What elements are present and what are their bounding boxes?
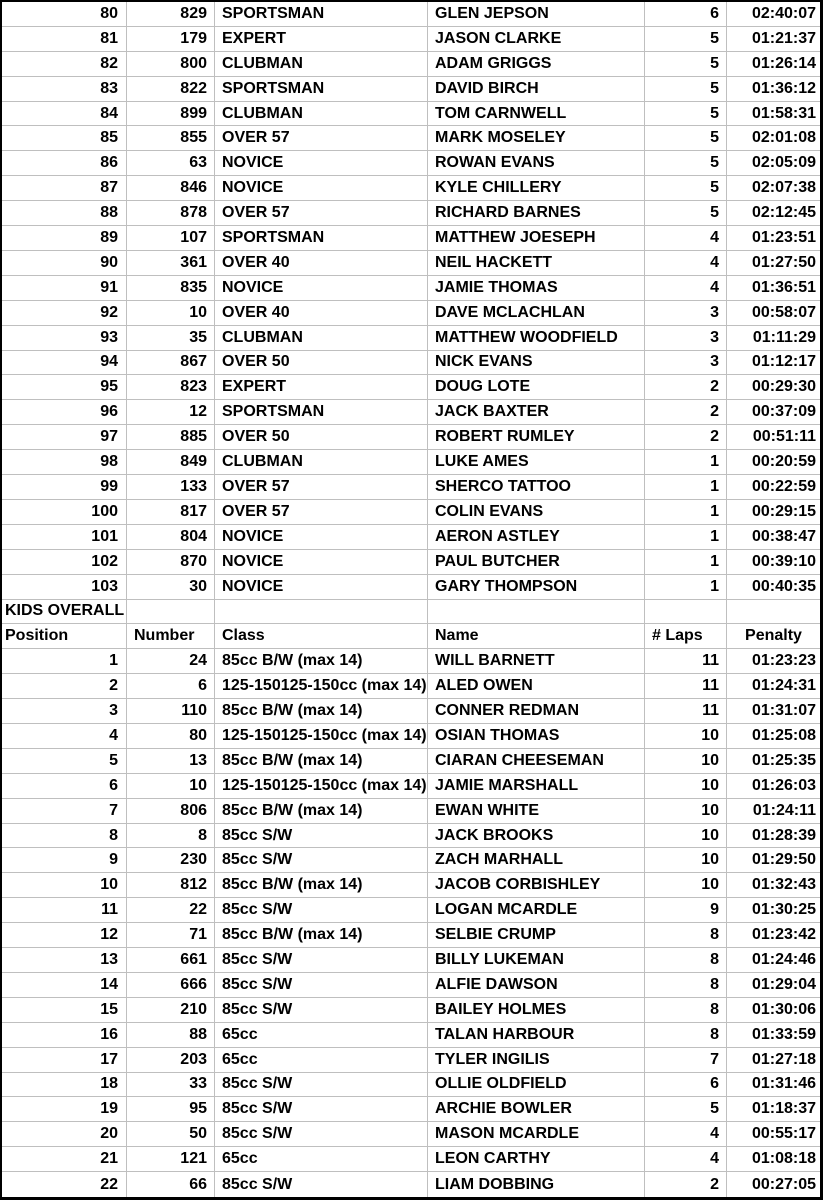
cell-position[interactable]: 89 [2, 226, 127, 251]
cell-class[interactable]: 85cc S/W [215, 973, 428, 998]
cell-laps[interactable]: 10 [645, 724, 727, 749]
cell-penalty[interactable]: 01:26:03 [727, 774, 820, 799]
cell-position[interactable]: 21 [2, 1147, 127, 1172]
cell-number[interactable]: 823 [127, 375, 215, 400]
cell-penalty[interactable]: 00:27:05 [727, 1172, 820, 1197]
cell-number[interactable]: 822 [127, 77, 215, 102]
cell-name[interactable]: MATTHEW JOESEPH [428, 226, 645, 251]
cell-number[interactable]: 12 [127, 400, 215, 425]
cell-class[interactable]: SPORTSMAN [215, 400, 428, 425]
cell-penalty[interactable]: 01:24:11 [727, 799, 820, 824]
cell-class[interactable]: 65cc [215, 1147, 428, 1172]
cell-class[interactable]: CLUBMAN [215, 52, 428, 77]
cell-number[interactable]: 22 [127, 898, 215, 923]
cell-laps[interactable]: 2 [645, 1172, 727, 1197]
cell-number[interactable]: 13 [127, 749, 215, 774]
cell-name[interactable]: JAMIE THOMAS [428, 276, 645, 301]
cell-position[interactable]: 87 [2, 176, 127, 201]
cell-position[interactable]: 12 [2, 923, 127, 948]
cell-number[interactable]: 88 [127, 1023, 215, 1048]
cell-class[interactable]: NOVICE [215, 276, 428, 301]
cell-name[interactable]: MARK MOSELEY [428, 126, 645, 151]
empty-cell[interactable] [428, 600, 645, 625]
empty-cell[interactable] [645, 600, 727, 625]
cell-name[interactable]: GARY THOMPSON [428, 575, 645, 600]
cell-penalty[interactable]: 00:22:59 [727, 475, 820, 500]
cell-number[interactable]: 812 [127, 873, 215, 898]
cell-penalty[interactable]: 00:38:47 [727, 525, 820, 550]
cell-class[interactable]: 85cc B/W (max 14) [215, 699, 428, 724]
cell-position[interactable]: 98 [2, 450, 127, 475]
cell-number[interactable]: 203 [127, 1048, 215, 1073]
cell-position[interactable]: 81 [2, 27, 127, 52]
cell-laps[interactable]: 11 [645, 649, 727, 674]
results-grid [2, 2, 820, 1197]
cell-laps[interactable]: 5 [645, 52, 727, 77]
cell-penalty[interactable]: 01:31:46 [727, 1073, 820, 1098]
cell-penalty[interactable]: 00:40:35 [727, 575, 820, 600]
cell-penalty[interactable]: 01:11:29 [727, 326, 820, 351]
cell-class[interactable]: OVER 57 [215, 126, 428, 151]
cell-laps[interactable]: 3 [645, 326, 727, 351]
cell-laps[interactable]: 3 [645, 301, 727, 326]
cell-name[interactable]: PAUL BUTCHER [428, 550, 645, 575]
cell-name[interactable]: LIAM DOBBING [428, 1172, 645, 1197]
cell-position[interactable]: 83 [2, 77, 127, 102]
cell-class[interactable]: 85cc S/W [215, 824, 428, 849]
cell-number[interactable]: 35 [127, 326, 215, 351]
cell-class[interactable]: 85cc B/W (max 14) [215, 799, 428, 824]
cell-penalty[interactable]: 01:30:25 [727, 898, 820, 923]
cell-laps[interactable]: 9 [645, 898, 727, 923]
cell-number[interactable]: 806 [127, 799, 215, 824]
cell-laps[interactable]: 5 [645, 1097, 727, 1122]
cell-number[interactable]: 66 [127, 1172, 215, 1197]
cell-name[interactable]: SHERCO TATTOO [428, 475, 645, 500]
cell-laps[interactable]: 5 [645, 102, 727, 127]
cell-name[interactable]: LUKE AMES [428, 450, 645, 475]
cell-name[interactable]: KYLE CHILLERY [428, 176, 645, 201]
cell-penalty[interactable]: 01:36:12 [727, 77, 820, 102]
cell-name[interactable]: OLLIE OLDFIELD [428, 1073, 645, 1098]
cell-number[interactable]: 878 [127, 201, 215, 226]
cell-name[interactable]: DOUG LOTE [428, 375, 645, 400]
cell-laps[interactable]: 1 [645, 575, 727, 600]
cell-position[interactable]: 5 [2, 749, 127, 774]
cell-laps[interactable]: 10 [645, 749, 727, 774]
cell-class[interactable]: 125-150125-150cc (max 14) [215, 724, 428, 749]
cell-number[interactable]: 846 [127, 176, 215, 201]
cell-class[interactable]: OVER 57 [215, 201, 428, 226]
cell-position[interactable]: 3 [2, 699, 127, 724]
cell-number[interactable]: 24 [127, 649, 215, 674]
cell-number[interactable]: 80 [127, 724, 215, 749]
cell-laps[interactable]: 10 [645, 848, 727, 873]
cell-name[interactable]: GLEN JEPSON [428, 2, 645, 27]
cell-position[interactable]: 97 [2, 425, 127, 450]
cell-class[interactable]: NOVICE [215, 151, 428, 176]
cell-name[interactable]: CONNER REDMAN [428, 699, 645, 724]
cell-name[interactable]: BAILEY HOLMES [428, 998, 645, 1023]
cell-position[interactable]: 15 [2, 998, 127, 1023]
cell-number[interactable]: 849 [127, 450, 215, 475]
cell-class[interactable]: 125-150125-150cc (max 14) [215, 774, 428, 799]
cell-position[interactable]: 82 [2, 52, 127, 77]
cell-class[interactable]: CLUBMAN [215, 450, 428, 475]
cell-name[interactable]: TYLER INGILIS [428, 1048, 645, 1073]
cell-name[interactable]: CIARAN CHEESEMAN [428, 749, 645, 774]
cell-laps[interactable]: 7 [645, 1048, 727, 1073]
cell-position[interactable]: 19 [2, 1097, 127, 1122]
cell-number[interactable]: 71 [127, 923, 215, 948]
cell-laps[interactable]: 4 [645, 251, 727, 276]
cell-class[interactable]: 85cc S/W [215, 848, 428, 873]
cell-penalty[interactable]: 01:23:42 [727, 923, 820, 948]
cell-class[interactable]: 85cc B/W (max 14) [215, 749, 428, 774]
cell-name[interactable]: MASON MCARDLE [428, 1122, 645, 1147]
cell-penalty[interactable]: 00:29:15 [727, 500, 820, 525]
cell-penalty[interactable]: 01:24:46 [727, 948, 820, 973]
cell-class[interactable]: 85cc B/W (max 14) [215, 649, 428, 674]
header-cell-laps[interactable]: # Laps [645, 624, 727, 649]
cell-name[interactable]: ALED OWEN [428, 674, 645, 699]
cell-class[interactable]: 85cc S/W [215, 1172, 428, 1197]
cell-penalty[interactable]: 01:30:06 [727, 998, 820, 1023]
cell-laps[interactable]: 2 [645, 375, 727, 400]
cell-position[interactable]: 14 [2, 973, 127, 998]
cell-laps[interactable]: 6 [645, 2, 727, 27]
cell-laps[interactable]: 2 [645, 400, 727, 425]
cell-position[interactable]: 6 [2, 774, 127, 799]
cell-class[interactable]: SPORTSMAN [215, 2, 428, 27]
cell-position[interactable]: 20 [2, 1122, 127, 1147]
empty-cell[interactable] [727, 600, 820, 625]
header-cell-penalty[interactable]: Penalty [727, 624, 820, 649]
cell-class[interactable]: OVER 50 [215, 425, 428, 450]
cell-position[interactable]: 16 [2, 1023, 127, 1048]
cell-name[interactable]: LEON CARTHY [428, 1147, 645, 1172]
cell-class[interactable]: 85cc S/W [215, 1073, 428, 1098]
cell-penalty[interactable]: 01:32:43 [727, 873, 820, 898]
cell-name[interactable]: NICK EVANS [428, 351, 645, 376]
cell-laps[interactable]: 2 [645, 425, 727, 450]
cell-position[interactable]: 4 [2, 724, 127, 749]
cell-penalty[interactable]: 01:27:18 [727, 1048, 820, 1073]
cell-laps[interactable]: 10 [645, 824, 727, 849]
cell-penalty[interactable]: 02:05:09 [727, 151, 820, 176]
cell-class[interactable]: 85cc S/W [215, 998, 428, 1023]
cell-class[interactable]: EXPERT [215, 375, 428, 400]
cell-penalty[interactable]: 00:51:11 [727, 425, 820, 450]
cell-number[interactable]: 133 [127, 475, 215, 500]
cell-class[interactable]: NOVICE [215, 575, 428, 600]
cell-laps[interactable]: 1 [645, 475, 727, 500]
cell-laps[interactable]: 10 [645, 774, 727, 799]
cell-penalty[interactable]: 01:31:07 [727, 699, 820, 724]
cell-penalty[interactable]: 01:18:37 [727, 1097, 820, 1122]
cell-class[interactable]: 85cc S/W [215, 898, 428, 923]
cell-penalty[interactable]: 01:33:59 [727, 1023, 820, 1048]
cell-penalty[interactable]: 00:58:07 [727, 301, 820, 326]
header-cell-number[interactable]: Number [127, 624, 215, 649]
cell-class[interactable]: OVER 57 [215, 475, 428, 500]
cell-name[interactable]: TALAN HARBOUR [428, 1023, 645, 1048]
cell-number[interactable]: 230 [127, 848, 215, 873]
cell-penalty[interactable]: 01:58:31 [727, 102, 820, 127]
cell-class[interactable]: 125-150125-150cc (max 14) [215, 674, 428, 699]
cell-class[interactable]: OVER 40 [215, 301, 428, 326]
cell-name[interactable]: DAVE MCLACHLAN [428, 301, 645, 326]
cell-name[interactable]: AERON ASTLEY [428, 525, 645, 550]
cell-penalty[interactable]: 01:28:39 [727, 824, 820, 849]
cell-name[interactable]: ADAM GRIGGS [428, 52, 645, 77]
cell-position[interactable]: 9 [2, 848, 127, 873]
cell-laps[interactable]: 1 [645, 525, 727, 550]
cell-name[interactable]: JACK BROOKS [428, 824, 645, 849]
cell-position[interactable]: 92 [2, 301, 127, 326]
cell-class[interactable]: 65cc [215, 1023, 428, 1048]
cell-position[interactable]: 8 [2, 824, 127, 849]
cell-number[interactable]: 6 [127, 674, 215, 699]
cell-class[interactable]: 85cc B/W (max 14) [215, 873, 428, 898]
cell-laps[interactable]: 10 [645, 799, 727, 824]
cell-position[interactable]: 93 [2, 326, 127, 351]
cell-class[interactable]: NOVICE [215, 176, 428, 201]
cell-class[interactable]: NOVICE [215, 550, 428, 575]
cell-name[interactable]: ZACH MARHALL [428, 848, 645, 873]
cell-number[interactable]: 870 [127, 550, 215, 575]
cell-number[interactable]: 800 [127, 52, 215, 77]
cell-penalty[interactable]: 00:37:09 [727, 400, 820, 425]
cell-penalty[interactable]: 00:20:59 [727, 450, 820, 475]
cell-laps[interactable]: 6 [645, 1073, 727, 1098]
cell-laps[interactable]: 4 [645, 276, 727, 301]
cell-position[interactable]: 100 [2, 500, 127, 525]
cell-number[interactable]: 661 [127, 948, 215, 973]
cell-class[interactable]: 85cc S/W [215, 1097, 428, 1122]
cell-laps[interactable]: 4 [645, 1122, 727, 1147]
cell-laps[interactable]: 1 [645, 550, 727, 575]
cell-name[interactable]: DAVID BIRCH [428, 77, 645, 102]
cell-position[interactable]: 17 [2, 1048, 127, 1073]
cell-number[interactable]: 855 [127, 126, 215, 151]
cell-name[interactable]: MATTHEW WOODFIELD [428, 326, 645, 351]
cell-laps[interactable]: 5 [645, 201, 727, 226]
cell-penalty[interactable]: 02:40:07 [727, 2, 820, 27]
cell-number[interactable]: 899 [127, 102, 215, 127]
cell-position[interactable]: 1 [2, 649, 127, 674]
cell-position[interactable]: 86 [2, 151, 127, 176]
cell-laps[interactable]: 8 [645, 1023, 727, 1048]
cell-laps[interactable]: 1 [645, 450, 727, 475]
cell-number[interactable]: 33 [127, 1073, 215, 1098]
cell-laps[interactable]: 8 [645, 973, 727, 998]
cell-number[interactable]: 817 [127, 500, 215, 525]
cell-class[interactable]: CLUBMAN [215, 102, 428, 127]
cell-class[interactable]: NOVICE [215, 525, 428, 550]
cell-class[interactable]: 65cc [215, 1048, 428, 1073]
cell-laps[interactable]: 11 [645, 674, 727, 699]
cell-class[interactable]: CLUBMAN [215, 326, 428, 351]
cell-name[interactable]: ALFIE DAWSON [428, 973, 645, 998]
cell-number[interactable]: 361 [127, 251, 215, 276]
cell-laps[interactable]: 5 [645, 176, 727, 201]
cell-number[interactable]: 50 [127, 1122, 215, 1147]
cell-position[interactable]: 84 [2, 102, 127, 127]
cell-number[interactable]: 8 [127, 824, 215, 849]
cell-class[interactable]: SPORTSMAN [215, 226, 428, 251]
cell-position[interactable]: 95 [2, 375, 127, 400]
cell-position[interactable]: 80 [2, 2, 127, 27]
cell-penalty[interactable]: 01:27:50 [727, 251, 820, 276]
cell-name[interactable]: LOGAN MCARDLE [428, 898, 645, 923]
cell-position[interactable]: 10 [2, 873, 127, 898]
cell-name[interactable]: JAMIE MARSHALL [428, 774, 645, 799]
cell-name[interactable]: NEIL HACKETT [428, 251, 645, 276]
cell-laps[interactable]: 11 [645, 699, 727, 724]
cell-name[interactable]: JASON CLARKE [428, 27, 645, 52]
cell-name[interactable]: ARCHIE BOWLER [428, 1097, 645, 1122]
cell-name[interactable]: SELBIE CRUMP [428, 923, 645, 948]
cell-laps[interactable]: 5 [645, 27, 727, 52]
cell-position[interactable]: 22 [2, 1172, 127, 1197]
cell-penalty[interactable]: 02:12:45 [727, 201, 820, 226]
cell-laps[interactable]: 8 [645, 998, 727, 1023]
header-cell-class[interactable]: Class [215, 624, 428, 649]
cell-laps[interactable]: 10 [645, 873, 727, 898]
cell-position[interactable]: 96 [2, 400, 127, 425]
cell-number[interactable]: 666 [127, 973, 215, 998]
cell-class[interactable]: OVER 40 [215, 251, 428, 276]
cell-penalty[interactable]: 01:12:17 [727, 351, 820, 376]
cell-penalty[interactable]: 01:29:04 [727, 973, 820, 998]
header-cell-name[interactable]: Name [428, 624, 645, 649]
cell-number[interactable]: 10 [127, 301, 215, 326]
cell-number[interactable]: 835 [127, 276, 215, 301]
cell-name[interactable]: BILLY LUKEMAN [428, 948, 645, 973]
cell-position[interactable]: 88 [2, 201, 127, 226]
cell-number[interactable]: 885 [127, 425, 215, 450]
cell-position[interactable]: 99 [2, 475, 127, 500]
cell-number[interactable]: 179 [127, 27, 215, 52]
cell-number[interactable]: 95 [127, 1097, 215, 1122]
cell-position[interactable]: 102 [2, 550, 127, 575]
cell-penalty[interactable]: 01:36:51 [727, 276, 820, 301]
cell-number[interactable]: 829 [127, 2, 215, 27]
cell-number[interactable]: 63 [127, 151, 215, 176]
cell-position[interactable]: 94 [2, 351, 127, 376]
cell-name[interactable]: JACOB CORBISHLEY [428, 873, 645, 898]
cell-number[interactable]: 867 [127, 351, 215, 376]
cell-penalty[interactable]: 01:26:14 [727, 52, 820, 77]
empty-cell[interactable] [215, 600, 428, 625]
empty-cell[interactable] [127, 600, 215, 625]
cell-class[interactable]: 85cc S/W [215, 1122, 428, 1147]
cell-laps[interactable]: 5 [645, 126, 727, 151]
cell-laps[interactable]: 4 [645, 1147, 727, 1172]
cell-penalty[interactable]: 01:08:18 [727, 1147, 820, 1172]
cell-class[interactable]: 85cc B/W (max 14) [215, 923, 428, 948]
cell-penalty[interactable]: 01:29:50 [727, 848, 820, 873]
cell-penalty[interactable]: 02:01:08 [727, 126, 820, 151]
cell-name[interactable]: RICHARD BARNES [428, 201, 645, 226]
cell-laps[interactable]: 8 [645, 923, 727, 948]
cell-position[interactable]: 103 [2, 575, 127, 600]
cell-penalty[interactable]: 01:25:08 [727, 724, 820, 749]
cell-name[interactable]: WILL BARNETT [428, 649, 645, 674]
cell-laps[interactable]: 5 [645, 77, 727, 102]
cell-position[interactable]: 13 [2, 948, 127, 973]
cell-number[interactable]: 107 [127, 226, 215, 251]
cell-position[interactable]: 91 [2, 276, 127, 301]
cell-position[interactable]: 18 [2, 1073, 127, 1098]
cell-penalty[interactable]: 02:07:38 [727, 176, 820, 201]
cell-name[interactable]: COLIN EVANS [428, 500, 645, 525]
cell-penalty[interactable]: 01:24:31 [727, 674, 820, 699]
cell-laps[interactable]: 3 [645, 351, 727, 376]
cell-name[interactable]: EWAN WHITE [428, 799, 645, 824]
cell-class[interactable]: 85cc S/W [215, 948, 428, 973]
cell-name[interactable]: ROWAN EVANS [428, 151, 645, 176]
cell-number[interactable]: 210 [127, 998, 215, 1023]
cell-position[interactable]: 85 [2, 126, 127, 151]
cell-penalty[interactable]: 01:23:51 [727, 226, 820, 251]
cell-number[interactable]: 121 [127, 1147, 215, 1172]
cell-name[interactable]: ROBERT RUMLEY [428, 425, 645, 450]
cell-penalty[interactable]: 01:25:35 [727, 749, 820, 774]
cell-class[interactable]: EXPERT [215, 27, 428, 52]
cell-laps[interactable]: 5 [645, 151, 727, 176]
cell-position[interactable]: 90 [2, 251, 127, 276]
cell-name[interactable]: OSIAN THOMAS [428, 724, 645, 749]
cell-laps[interactable]: 4 [645, 226, 727, 251]
cell-number[interactable]: 30 [127, 575, 215, 600]
cell-class[interactable]: SPORTSMAN [215, 77, 428, 102]
cell-position[interactable]: 11 [2, 898, 127, 923]
cell-laps[interactable]: 1 [645, 500, 727, 525]
cell-name[interactable]: JACK BAXTER [428, 400, 645, 425]
cell-name[interactable]: TOM CARNWELL [428, 102, 645, 127]
cell-penalty[interactable]: 00:39:10 [727, 550, 820, 575]
header-cell-position[interactable]: Position [2, 624, 127, 649]
cell-class[interactable]: OVER 50 [215, 351, 428, 376]
cell-penalty[interactable]: 00:55:17 [727, 1122, 820, 1147]
section-label[interactable]: KIDS OVERALL [2, 600, 127, 625]
cell-position[interactable]: 2 [2, 674, 127, 699]
cell-laps[interactable]: 8 [645, 948, 727, 973]
cell-position[interactable]: 7 [2, 799, 127, 824]
cell-number[interactable]: 804 [127, 525, 215, 550]
cell-position[interactable]: 101 [2, 525, 127, 550]
cell-penalty[interactable]: 00:29:30 [727, 375, 820, 400]
cell-penalty[interactable]: 01:21:37 [727, 27, 820, 52]
cell-penalty[interactable]: 01:23:23 [727, 649, 820, 674]
cell-number[interactable]: 10 [127, 774, 215, 799]
cell-number[interactable]: 110 [127, 699, 215, 724]
cell-class[interactable]: OVER 57 [215, 500, 428, 525]
